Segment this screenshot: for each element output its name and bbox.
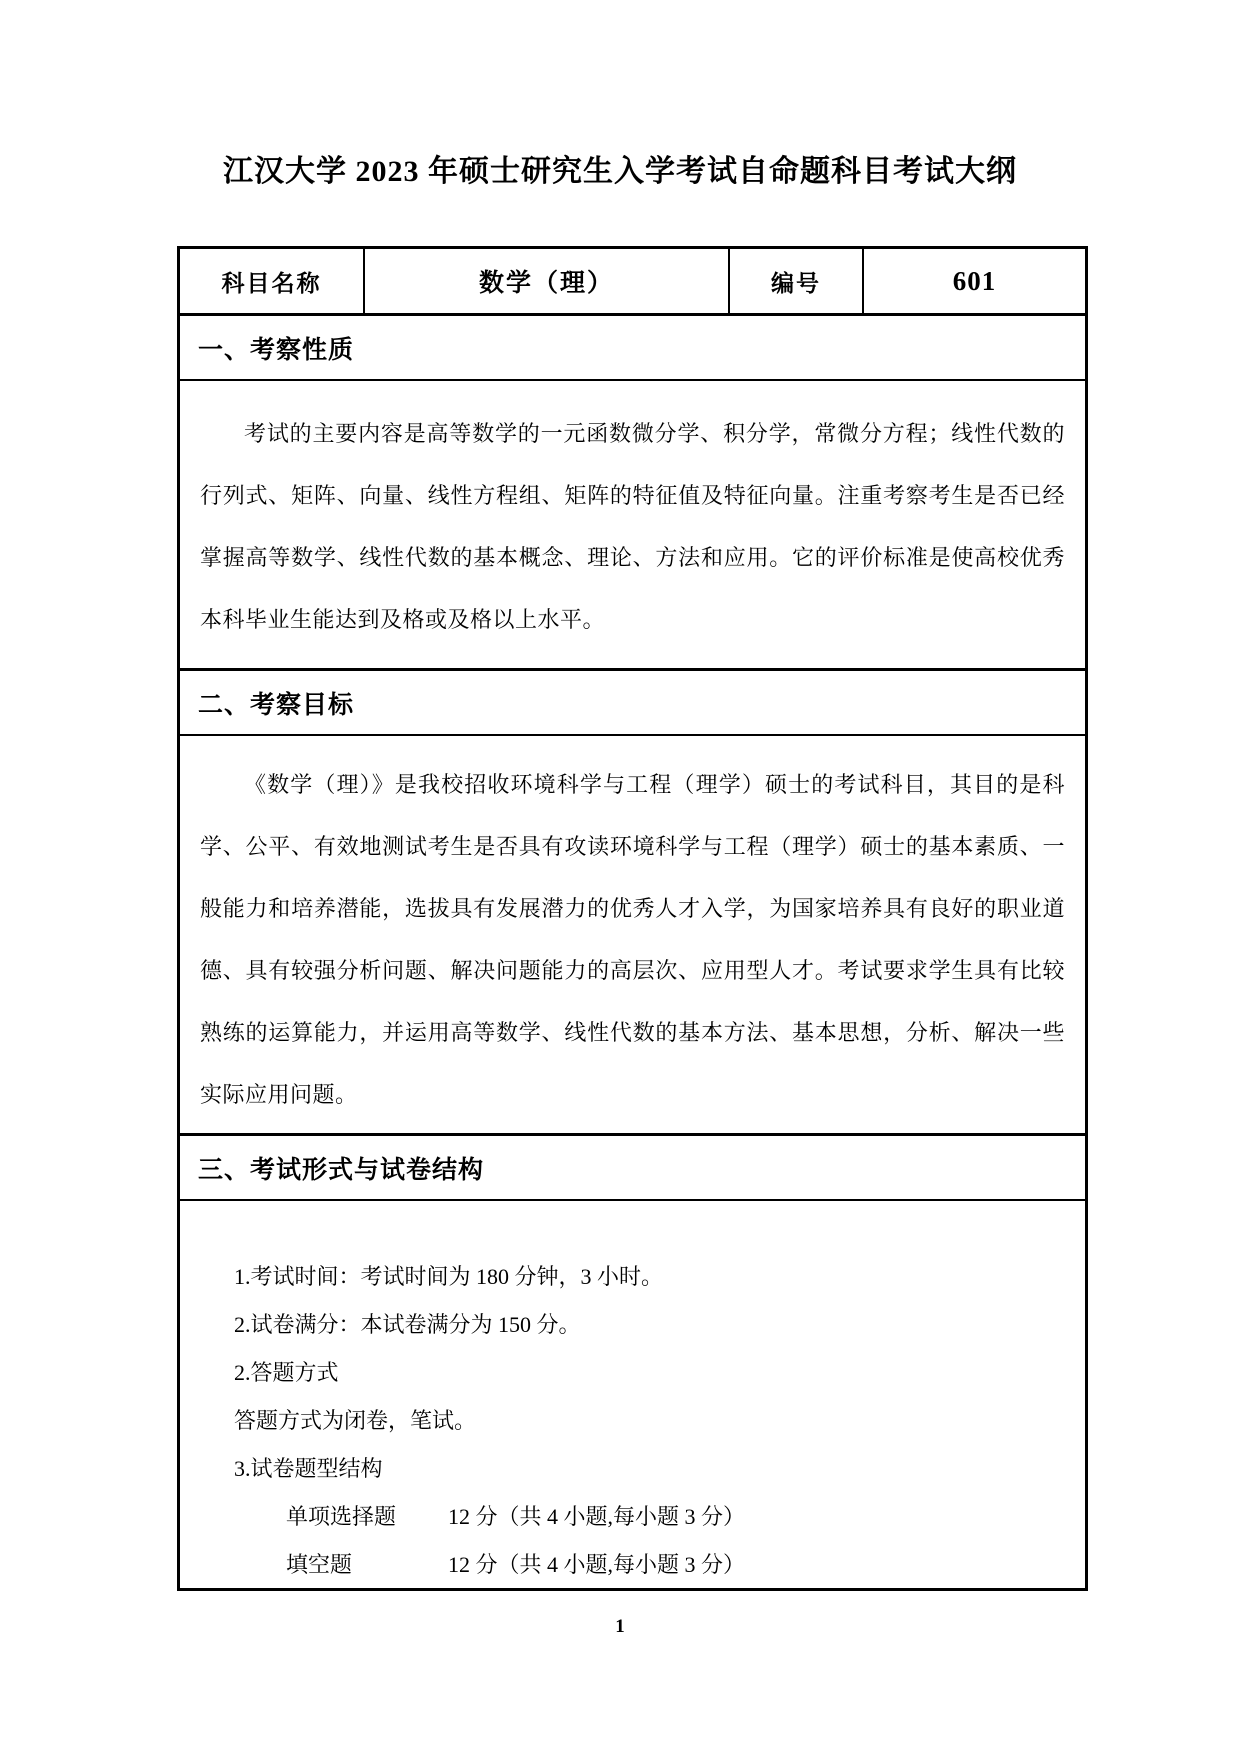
question-type-detail: 12 分（共 4 小题,每小题 3 分） <box>448 1504 746 1529</box>
section-1-content <box>180 381 1085 671</box>
paper-structure-item: 3.试卷题型结构 <box>234 1456 383 1481</box>
code-label-cell: 编号 <box>730 249 864 313</box>
section-1-paragraph: 考试的主要内容是高等数学的一元函数微分学、积分学，常微分方程；线性代数的行列式、矩阵、向量、线性方程组、矩阵的特征值及特征向量。注重考察考生是否已经掌握高等数学、线性代数的基本概念、理论、方法和应用。它的评价标准是使高校优秀本科毕业生能达到及格或及格以上水平。 <box>200 421 1065 632</box>
question-type-name: 填空题 <box>286 1552 353 1577</box>
section-2-paragraph: 《数学（理）》是我校招收环境科学与工程（理学）硕士的考试科目，其目的是科学、公平、有效地测试考生是否具有攻读环境科学与工程（理学）硕士的基本素质、一般能力和培养潜能，选拔具有发展潜力的优秀人才入学，为国家培养具有良好的职业道德、具有较强分析问题、解决问题能力的高层次、应用型人才。考试要求学生具有比较熟练的运算能力，并运用高等数学、线性代数的基本方法、基本思想，分析、解决一些实际应用问题。 <box>200 772 1065 1107</box>
page-title: 江汉大学 2023 年硕士研究生入学考试自命题科目考试大纲 <box>223 155 1017 188</box>
question-type-detail: 12 分（共 4 小题,每小题 3 分） <box>448 1552 746 1577</box>
syllabus-table <box>177 246 1088 1591</box>
answer-mode-item: 2.答题方式 <box>234 1360 339 1385</box>
page-number: 1 <box>615 1616 625 1637</box>
subject-name-label-cell: 科目名称 <box>180 249 365 313</box>
subject-name-value-cell: 数学（理） <box>365 249 730 313</box>
subject-header-row <box>180 249 1085 316</box>
section-1-heading: 一、考察性质 <box>180 316 1085 381</box>
full-score-item: 2.试卷满分：本试卷满分为 150 分。 <box>234 1312 581 1337</box>
section-2-content <box>180 736 1085 1136</box>
question-type-name: 单项选择题 <box>286 1504 397 1529</box>
section-3-content <box>180 1201 1085 1588</box>
exam-time-item: 1.考试时间：考试时间为 180 分钟，3 小时。 <box>234 1264 664 1289</box>
answer-mode-detail: 答题方式为闭卷，笔试。 <box>234 1408 477 1433</box>
code-value-cell: 601 <box>952 265 997 296</box>
section-2-heading: 二、考察目标 <box>180 671 1085 736</box>
question-type-row-choice <box>200 1493 1065 1541</box>
section-3-heading: 三、考试形式与试卷结构 <box>180 1136 1085 1201</box>
question-type-row-blank <box>200 1541 1065 1589</box>
